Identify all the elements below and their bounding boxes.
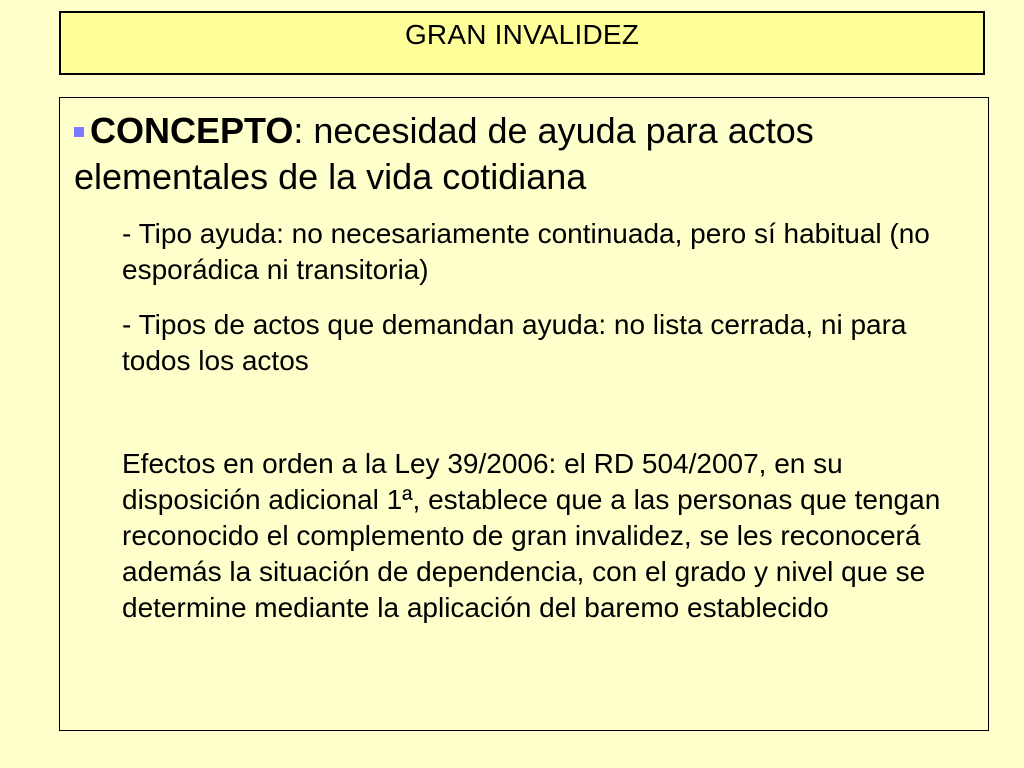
concept-text: : necesidad de ayuda para actos elementales de la vida cotidiana [74, 110, 814, 197]
effects-paragraph: Efectos en orden a la Ley 39/2006: el RD 504/2007, en su disposición adicional 1ª, establece que a las personas que tengan reconocido el complemento de gran invalidez, se les reconocerá además la situación de dependencia, con el grado y nivel que se determine mediante la aplicación del baremo establecido [122, 448, 941, 623]
square-bullet-icon [74, 127, 84, 137]
concept-point [74, 108, 954, 200]
title-box [59, 11, 985, 75]
sub-point-help-type: - Tipo ayuda: no necesariamente continuada, pero sí habitual (no esporádica ni transitoria) [122, 218, 930, 285]
content-box [59, 97, 989, 731]
sub-point-act-types: - Tipos de actos que demandan ayuda: no lista cerrada, ni para todos los actos [122, 309, 907, 376]
concept-label: CONCEPTO [90, 110, 294, 151]
slide-title: GRAN INVALIDEZ [404, 19, 640, 50]
